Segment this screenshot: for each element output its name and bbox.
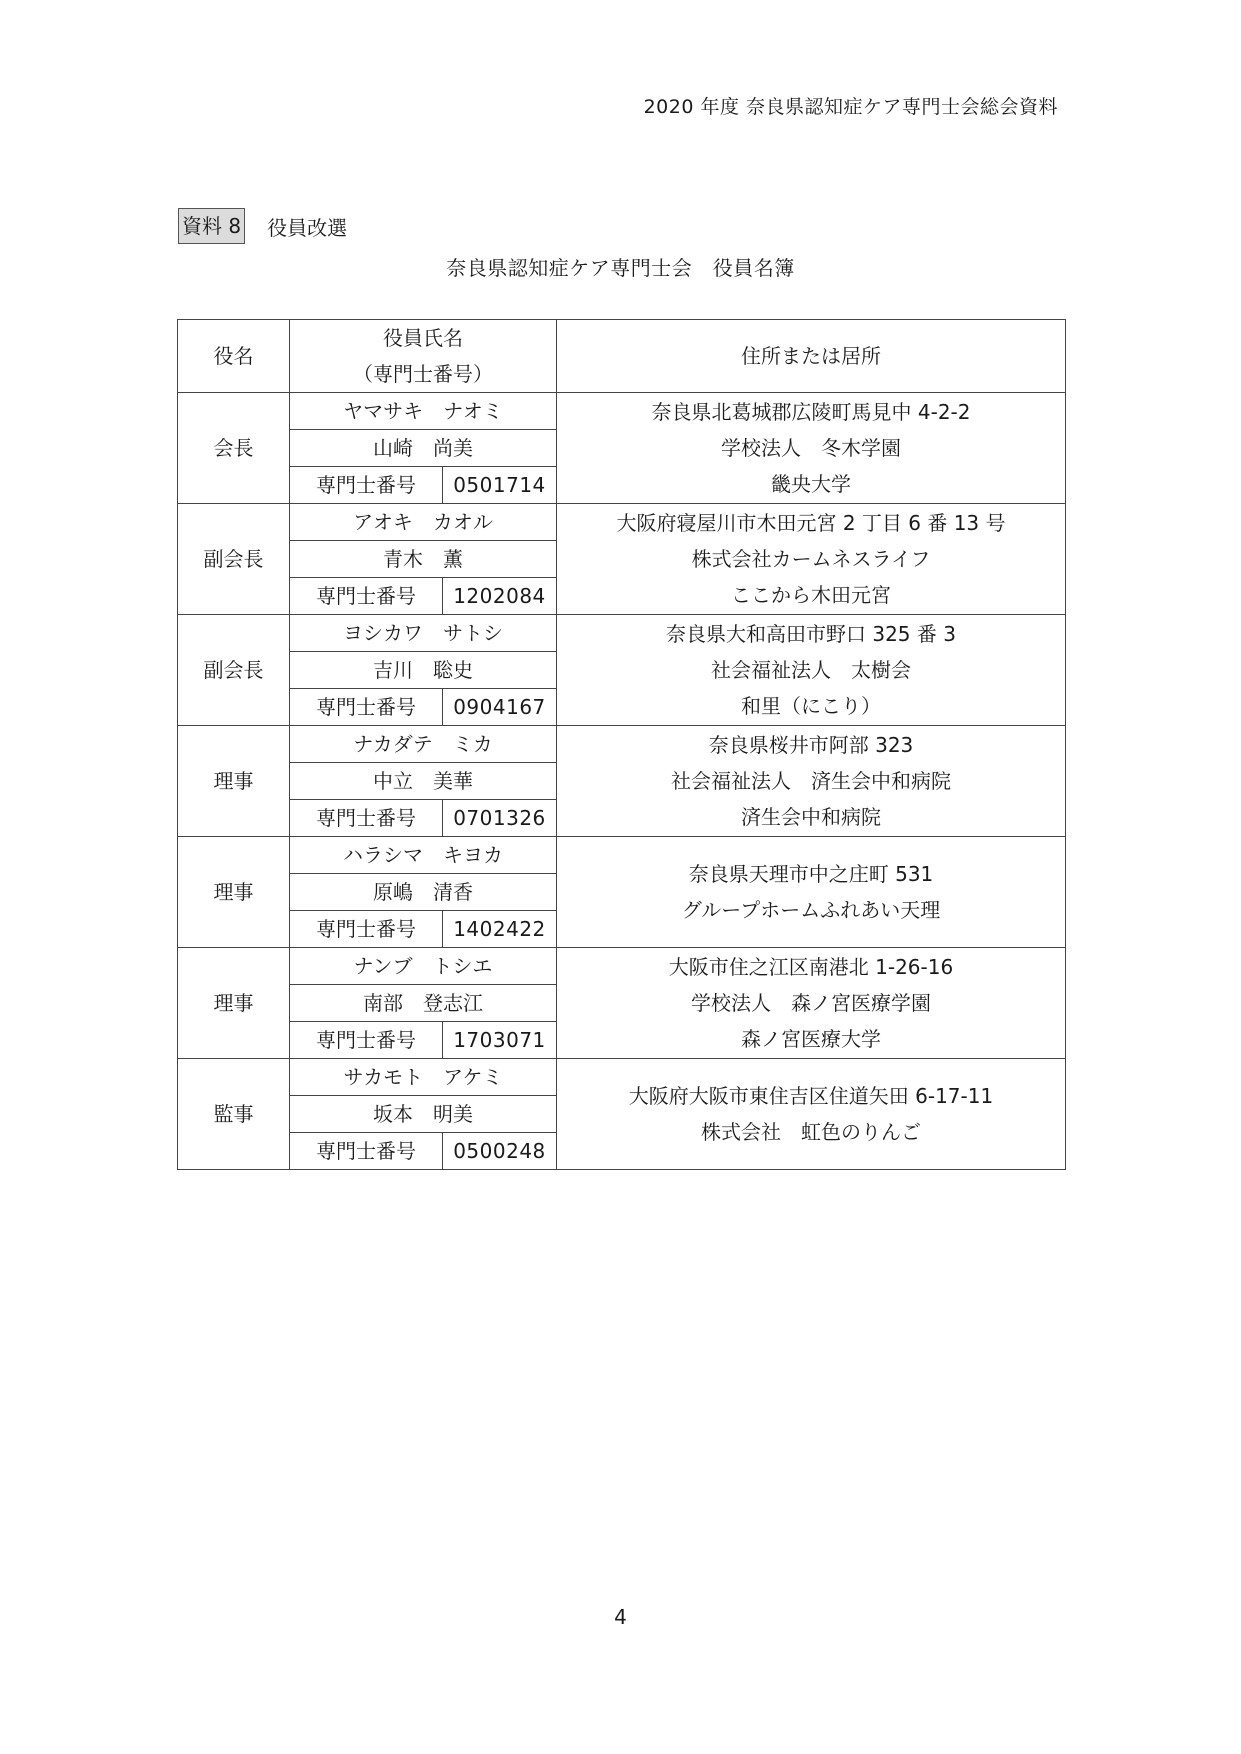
- address-line: ここから木田元宮: [731, 583, 891, 607]
- name-kana-cell: ハラシマ キヨカ: [290, 837, 557, 874]
- address-line: 奈良県北葛城郡広陵町馬見中 4-2-2: [651, 400, 971, 424]
- address-cell: [557, 1059, 1066, 1170]
- number-label-cell: 専門士番号: [290, 578, 443, 615]
- address-cell: [557, 948, 1066, 1059]
- name-kana-cell: ナンブ トシエ: [290, 948, 557, 985]
- address-line: 学校法人 冬木学園: [721, 436, 901, 460]
- table-header-row: [178, 320, 1066, 393]
- header-name-line2: （専門士番号）: [353, 362, 493, 386]
- address-line: 畿央大学: [771, 472, 851, 496]
- address-cell: [557, 504, 1066, 615]
- material-tag: 資料 8: [178, 208, 245, 244]
- name-kana-cell: サカモト アケミ: [290, 1059, 557, 1096]
- address-line: 社会福祉法人 太樹会: [711, 658, 911, 682]
- name-kanji-cell: 南部 登志江: [290, 985, 557, 1022]
- address-line: 学校法人 森ノ宮医療学園: [691, 991, 931, 1015]
- table-row: [178, 393, 1066, 430]
- address-line: 社会福祉法人 済生会中和病院: [671, 769, 951, 793]
- name-kana-cell: ヨシカワ サトシ: [290, 615, 557, 652]
- number-label-cell: 専門士番号: [290, 1133, 443, 1170]
- role-cell: 理事: [178, 837, 290, 948]
- address-line: 和里（にこり）: [741, 694, 881, 718]
- member-number-cell: 1402422: [443, 911, 557, 948]
- header-name: [290, 320, 557, 393]
- address-line: 奈良県天理市中之庄町 531: [688, 862, 934, 886]
- member-number-cell: 1703071: [443, 1022, 557, 1059]
- header-role: 役名: [178, 320, 290, 393]
- address-cell: [557, 615, 1066, 726]
- address-line: 奈良県桜井市阿部 323: [708, 733, 914, 757]
- name-kanji-cell: 山崎 尚美: [290, 430, 557, 467]
- address-line: 済生会中和病院: [741, 805, 881, 829]
- role-cell: 理事: [178, 726, 290, 837]
- name-kanji-cell: 原嶋 清香: [290, 874, 557, 911]
- address-line: 大阪府大阪市東住吉区住道矢田 6-17-11: [628, 1084, 994, 1108]
- member-number-cell: 0701326: [443, 800, 557, 837]
- table-row: [178, 726, 1066, 763]
- address-line: グループホームふれあい天理: [681, 898, 941, 922]
- roster-body: [178, 393, 1066, 1170]
- address-cell: [557, 726, 1066, 837]
- number-label-cell: 専門士番号: [290, 911, 443, 948]
- member-number-cell: 0500248: [443, 1133, 557, 1170]
- number-label-cell: 専門士番号: [290, 689, 443, 726]
- address-line: 大阪市住之江区南港北 1-26-16: [668, 955, 954, 979]
- name-kanji-cell: 吉川 聡史: [290, 652, 557, 689]
- header-name-line1: 役員氏名: [383, 326, 463, 350]
- page-number: 4: [614, 1605, 627, 1629]
- header-address: 住所または居所: [557, 320, 1066, 393]
- address-cell: [557, 837, 1066, 948]
- address-line: 奈良県大和高田市野口 325 番 3: [666, 622, 956, 646]
- role-cell: 副会長: [178, 504, 290, 615]
- name-kana-cell: ヤマサキ ナオミ: [290, 393, 557, 430]
- role-cell: 会長: [178, 393, 290, 504]
- number-label-cell: 専門士番号: [290, 800, 443, 837]
- name-kana-cell: アオキ カオル: [290, 504, 557, 541]
- section-heading: [178, 208, 347, 244]
- role-cell: 理事: [178, 948, 290, 1059]
- address-line: 株式会社 虹色のりんご: [701, 1120, 921, 1144]
- section-title: 役員改選: [267, 215, 348, 240]
- table-row: [178, 504, 1066, 541]
- address-line: 大阪府寝屋川市木田元宮 2 丁目 6 番 13 号: [616, 511, 1006, 535]
- address-line: 株式会社カームネスライフ: [691, 547, 931, 571]
- table-row: [178, 1059, 1066, 1096]
- header-document-label: 2020 年度 奈良県認知症ケア専門士会総会資料: [643, 96, 1058, 118]
- table-row: [178, 837, 1066, 874]
- role-cell: 副会長: [178, 615, 290, 726]
- address-cell: [557, 393, 1066, 504]
- address-line: 森ノ宮医療大学: [741, 1027, 881, 1051]
- member-number-cell: 0501714: [443, 467, 557, 504]
- name-kana-cell: ナカダテ ミカ: [290, 726, 557, 763]
- role-cell: 監事: [178, 1059, 290, 1170]
- officer-roster-table: [177, 319, 1066, 1170]
- name-kanji-cell: 坂本 明美: [290, 1096, 557, 1133]
- member-number-cell: 1202084: [443, 578, 557, 615]
- number-label-cell: 専門士番号: [290, 467, 443, 504]
- member-number-cell: 0904167: [443, 689, 557, 726]
- name-kanji-cell: 青木 薫: [290, 541, 557, 578]
- document-title: 奈良県認知症ケア専門士会 役員名簿: [446, 256, 795, 280]
- table-row: [178, 615, 1066, 652]
- number-label-cell: 専門士番号: [290, 1022, 443, 1059]
- name-kanji-cell: 中立 美華: [290, 763, 557, 800]
- table-row: [178, 948, 1066, 985]
